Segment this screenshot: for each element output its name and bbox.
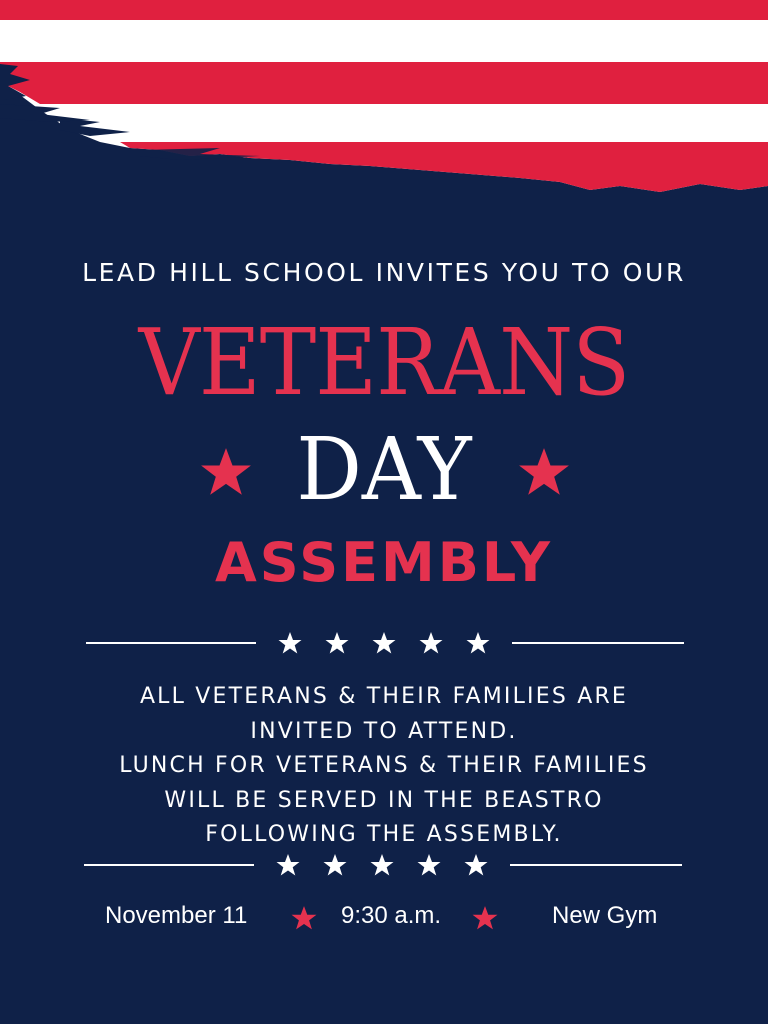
divider-line <box>86 642 256 644</box>
divider-line <box>510 864 682 866</box>
details-line: FOLLOWING THE ASSEMBLY. <box>205 822 563 847</box>
divider-line <box>512 642 684 644</box>
star-divider-top <box>0 628 768 658</box>
invite-heading: LEAD HILL SCHOOL INVITES YOU TO OUR <box>82 258 686 287</box>
star-icon <box>370 853 394 877</box>
star-icon <box>464 853 488 877</box>
details-line: WILL BE SERVED IN THE BEASTRO <box>164 787 604 813</box>
event-location: New Gym <box>552 902 658 929</box>
star-icon <box>419 631 443 655</box>
flag-stripes-banner <box>0 0 768 200</box>
details-line: ALL VETERANS & THEIR FAMILIES ARE <box>139 684 629 709</box>
star-icon <box>372 631 396 655</box>
star-icon <box>325 631 349 655</box>
star-icon <box>472 905 498 931</box>
star-icon <box>276 853 300 877</box>
title-day: DAY <box>296 420 472 520</box>
star-icon <box>278 631 302 655</box>
star-icon <box>291 905 317 931</box>
details-text <box>0 680 768 853</box>
event-time: 9:30 a.m. <box>341 902 442 929</box>
title-veterans: VETERANS <box>138 309 630 416</box>
star-icon <box>518 446 570 498</box>
details-line: INVITED TO ATTEND. <box>250 718 518 744</box>
star-icon <box>466 631 490 655</box>
star-icon <box>323 853 347 877</box>
day-row <box>0 420 768 520</box>
star-divider-bottom <box>0 850 768 880</box>
event-info <box>0 898 768 938</box>
event-date: November 11 <box>105 902 248 929</box>
star-icon <box>417 853 441 877</box>
details-line: LUNCH FOR VETERANS & THEIR FAMILIES <box>119 753 649 778</box>
title-assembly: ASSEMBLY <box>214 531 554 594</box>
divider-line <box>84 864 254 866</box>
